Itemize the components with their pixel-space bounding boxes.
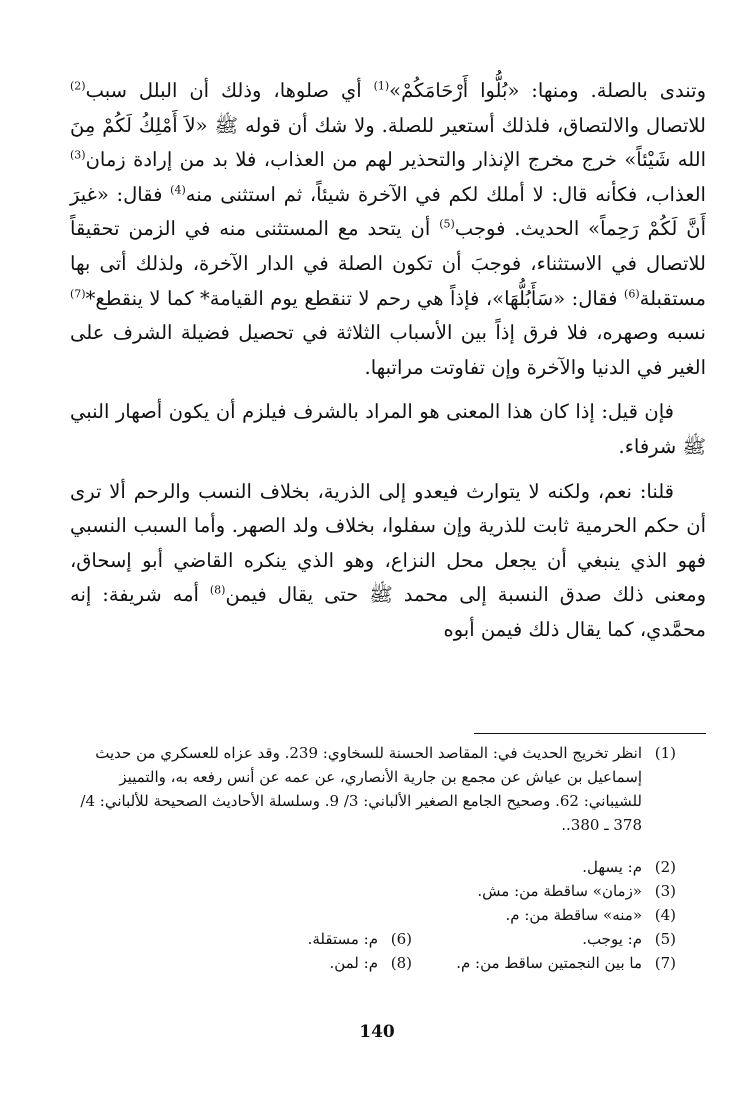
page-number: 140 <box>359 1022 395 1042</box>
footnote-number: (6) <box>390 930 412 948</box>
footnote <box>70 741 676 855</box>
footnote-text: م: لمن. <box>329 954 378 972</box>
paragraph <box>70 395 706 464</box>
footnote <box>70 855 676 879</box>
footnote-number: (1) <box>654 744 676 762</box>
footnote-ref[interactable]: (6) <box>624 287 640 301</box>
text-segment: العذاب، فكأنه قال: لا أملك لكم في الآخرة شيئاً، ثم استثنى منه <box>185 182 706 206</box>
text-segment: للاتصال والالتصاق، فلذلك أستعير للصلة. ولا شك أن قوله ﷺ «لاَ أَمْلِكُ لَكُمْ مِنَ الله شَيْئاً» خرج مخرج الإنذار والتحذير لهم من العذاب، فلا بد من إرادة زمان <box>70 113 706 172</box>
footnote-text: انظر تخريج الحديث في: المقاصد الحسنة للسخاوي: 239. وقد عزاه للعسكري من حديث إسماعيل بن عياش عن مجمع بن جارية الأنصاري، عن عمه عن أنس رفعه به، والتمييز للشيباني: 62. وصحيح الجامع الصغير الألباني: 3/ 9. وسلسلة الأحاديث الصحيحة للألباني: 4/ 378 ـ 380.. <box>80 744 642 834</box>
footnote-number: (2) <box>654 858 676 876</box>
footnote-ref[interactable]: (5) <box>439 217 455 231</box>
footnote-number: (4) <box>654 906 676 924</box>
footnote <box>70 879 676 903</box>
text-segment: أي صلوها، وذلك أن البلل سبب <box>85 79 374 102</box>
text-segment: أن يتحد مع المستثنى منه في الزمن تحقيقاً للاتصال في الاستثناء، فوجبَ أن تكون الصلة في الدار الآخرة، ولذلك أتى بها مستقبلة <box>70 217 706 310</box>
footnotes <box>70 741 676 975</box>
paragraph <box>70 475 706 648</box>
text-segment: نسبه وصهره، فلا فرق إذاً بين الأسباب الثلاثة في تحصيل فضيلة الشرف على الغير في الدنيا والآخرة وإن تفاوتت مراتبها. <box>70 321 706 379</box>
footnote-divider <box>474 733 706 734</box>
text-segment: فإن قيل: إذا كان هذا المعنى هو المراد بالشرف فيلزم أن يكون أصهار النبي ﷺ شرفاء. <box>70 400 706 458</box>
footnote-text: م: مستقلة. <box>307 930 378 948</box>
text-segment: أمه شريفة: إنه محمَّدي، كما يقال ذلك فيمن أبوه <box>70 583 706 641</box>
footnote-row <box>70 927 676 951</box>
footnote <box>148 927 412 951</box>
text-segment: فقال: «سَأَبُلُّهَا»، فإذاً هي رحم لا تنقطع يوم القيامة* كما لا ينقطع* <box>85 286 625 310</box>
main-text <box>70 74 706 648</box>
footnote-ref[interactable]: (8) <box>209 583 226 597</box>
footnote-number: (5) <box>654 930 676 948</box>
footnote-ref[interactable]: (3) <box>70 148 86 162</box>
paragraph <box>70 74 706 385</box>
footnote-ref[interactable]: (1) <box>373 79 390 93</box>
text-segment: فقال: «غيرَ أَنَّ لَكُمْ رَحِماً» الحديث. فوجب <box>70 182 707 241</box>
footnote-text: م: يوجب. <box>582 930 642 948</box>
text-segment: قلنا: نعم، ولكنه لا يتوارث فيعدو إلى الذرية، بخلاف النسب والرحم ألا ترى أن حكم الحرمية ثابت للذرية وإن سفلوا، بخلاف ولد الصهر. وأما السبب النسبي فهو الذي ينبغي أن يجعل محل النزاع، وهو الذي ينكره القاضي أبو إسحاق، ومعنى ذلك صدق النسبة إلى محمد ﷺ حتى يقال فيمن <box>70 479 706 607</box>
footnote <box>412 951 676 975</box>
footnote-row <box>70 951 676 975</box>
footnote-text: م: يسهل. <box>582 858 642 876</box>
footnote-ref[interactable]: (4) <box>170 183 186 197</box>
footnote <box>412 927 676 951</box>
footnote-number: (8) <box>390 954 412 972</box>
footnote <box>70 903 676 927</box>
footnote-text: «زمان» ساقطة من: مش. <box>477 882 642 900</box>
footnote-number: (3) <box>654 882 676 900</box>
footnote <box>148 951 412 975</box>
text-segment: وتندى بالصلة. ومنها: «بُلُّوا أَرْحَامَكُمْ» <box>389 79 706 102</box>
footnote-ref[interactable]: (7) <box>70 287 86 301</box>
footnote-ref[interactable]: (2) <box>70 79 86 93</box>
footnote-text: ما بين النجمتين ساقط من: م. <box>456 954 642 972</box>
footnote-text: «منه» ساقطة من: م. <box>505 906 642 924</box>
footnote-number: (7) <box>654 954 676 972</box>
